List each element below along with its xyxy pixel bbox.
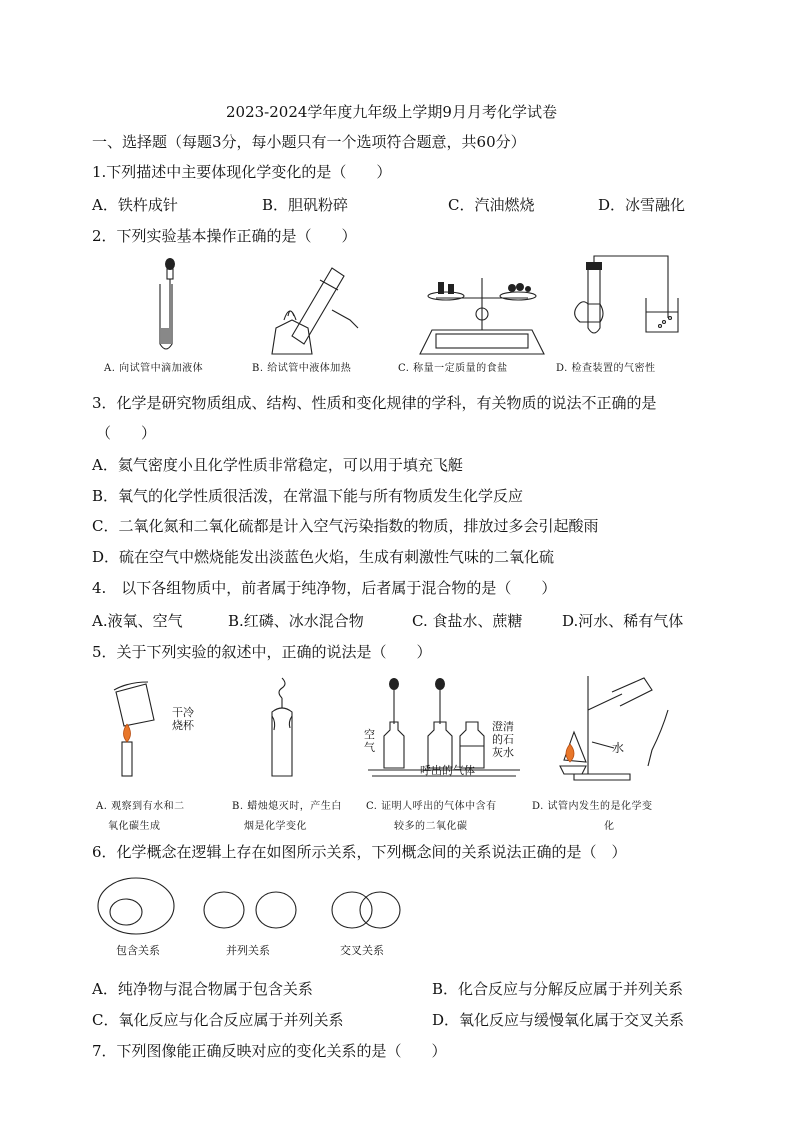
- q2-caption-b: B. 给试管中液体加热: [252, 363, 352, 374]
- page-title: 2023-2024学年度九年级上学期9月月考化学试卷: [226, 103, 557, 121]
- q3-option-b: B．氧气的化学性质很活泼，在常温下能与所有物质发生化学反应: [92, 487, 524, 505]
- q5-caption-d-line1: D. 试管内发生的是化学变: [532, 801, 653, 812]
- q3-option-d: D．硫在空气中燃烧能发出淡蓝色火焰，生成有刺激性气味的二氧化硫: [92, 548, 555, 566]
- q5-fig-a-label: 干冷 烧杯: [172, 706, 194, 732]
- q1-stem: 1.下列描述中主要体现化学变化的是（ ）: [92, 163, 392, 181]
- q5-fig-c-breath-label: 呼出的气体: [420, 764, 475, 777]
- q4-option-b: B.红磷、冰水混合物: [228, 612, 364, 630]
- q6-diagram-contain: [96, 876, 176, 936]
- q4-option-c: C. 食盐水、蔗糖: [412, 612, 523, 630]
- q2-figure-b-heating-test-tube: [262, 258, 372, 358]
- q5-caption-b-line1: B. 蜡烛熄灭时，产生白: [232, 801, 342, 812]
- q2-caption-c: C. 称量一定质量的食盐: [398, 363, 508, 374]
- q4-option-a: A.液氧、空气: [92, 612, 183, 630]
- q5-caption-b-line2: 烟是化学变化: [244, 821, 307, 832]
- q5-fig-c-air-label: 空 气: [364, 728, 375, 754]
- q2-caption-a: A. 向试管中滴加液体: [104, 363, 204, 374]
- q6-label-parallel: 并列关系: [226, 944, 270, 957]
- q2-figure-a-dropper-in-test-tube: [140, 258, 200, 358]
- q5-caption-a-line2: 氧化碳生成: [108, 821, 161, 832]
- q5-fig-c-lime-label: 澄清 的石 灰水: [492, 720, 514, 759]
- q6-label-contain: 包含关系: [116, 944, 160, 957]
- q6-diagram-parallel: [202, 888, 328, 934]
- q7-stem: 7．下列图像能正确反映对应的变化关系的是（ ）: [92, 1042, 447, 1060]
- q5-figure-a-beaker-over-candle: [110, 676, 180, 780]
- q6-stem: 6．化学概念在逻辑上存在如图所示关系，下列概念间的关系说法正确的是（ ）: [92, 843, 627, 861]
- q4-stem: 4. 以下各组物质中，前者属于纯净物，后者属于混合物的是（ ）: [92, 579, 557, 597]
- q5-fig-d-water-label: 水: [612, 741, 625, 755]
- q6-diagram-cross: [326, 888, 416, 934]
- q6-option-b: B．化合反应与分解反应属于并列关系: [432, 980, 684, 998]
- q1-option-a: A．铁杵成针: [92, 196, 178, 214]
- q6-option-c: C．氧化反应与化合反应属于并列关系: [92, 1011, 344, 1029]
- q6-option-d: D．氧化反应与缓慢氧化属于交叉关系: [432, 1011, 685, 1029]
- q1-option-d: D．冰雪融化: [598, 196, 686, 214]
- q5-stem: 5．关于下列实验的叙述中，正确的说法是（ ）: [92, 643, 432, 661]
- q6-label-cross: 交叉关系: [340, 944, 384, 957]
- q2-caption-d: D. 检查装置的气密性: [556, 363, 656, 374]
- q5-caption-d-line2: 化: [604, 821, 615, 832]
- q1-option-b: B．胆矾粉碎: [262, 196, 349, 214]
- q3-option-a: A．氦气密度小且化学性质非常稳定，可以用于填充飞艇: [92, 456, 463, 474]
- q2-figure-d-air-tightness-check: [572, 258, 692, 358]
- q4-option-d: D.河水、稀有气体: [562, 612, 684, 630]
- q3-answer-paren: （ ）: [96, 424, 157, 442]
- q3-option-c: C．二氧化氮和二氧化硫都是计入空气污染指数的物质，排放过多会引起酸雨: [92, 517, 599, 535]
- q5-figure-d-heating-water: [552, 670, 682, 784]
- q1-option-c: C．汽油燃烧: [448, 196, 535, 214]
- section-heading: 一、选择题（每题3分，每小题只有一个选项符合题意，共60分）: [92, 133, 526, 151]
- q5-caption-c-line1: C. 证明人呼出的气体中含有: [366, 801, 497, 812]
- q6-option-a: A．纯净物与混合物属于包含关系: [92, 980, 313, 998]
- q2-stem: 2．下列实验基本操作正确的是（ ）: [92, 227, 357, 245]
- q3-stem: 3．化学是研究物质组成、结构、性质和变化规律的学科，有关物质的说法不正确的是: [92, 394, 657, 412]
- q5-caption-c-line2: 较多的二氧化碳: [394, 821, 468, 832]
- q5-figure-b-extinguished-candle: [258, 676, 308, 780]
- q2-figure-c-balance-scale: [412, 258, 552, 358]
- q5-caption-a-line1: A. 观察到有水和二: [96, 801, 185, 812]
